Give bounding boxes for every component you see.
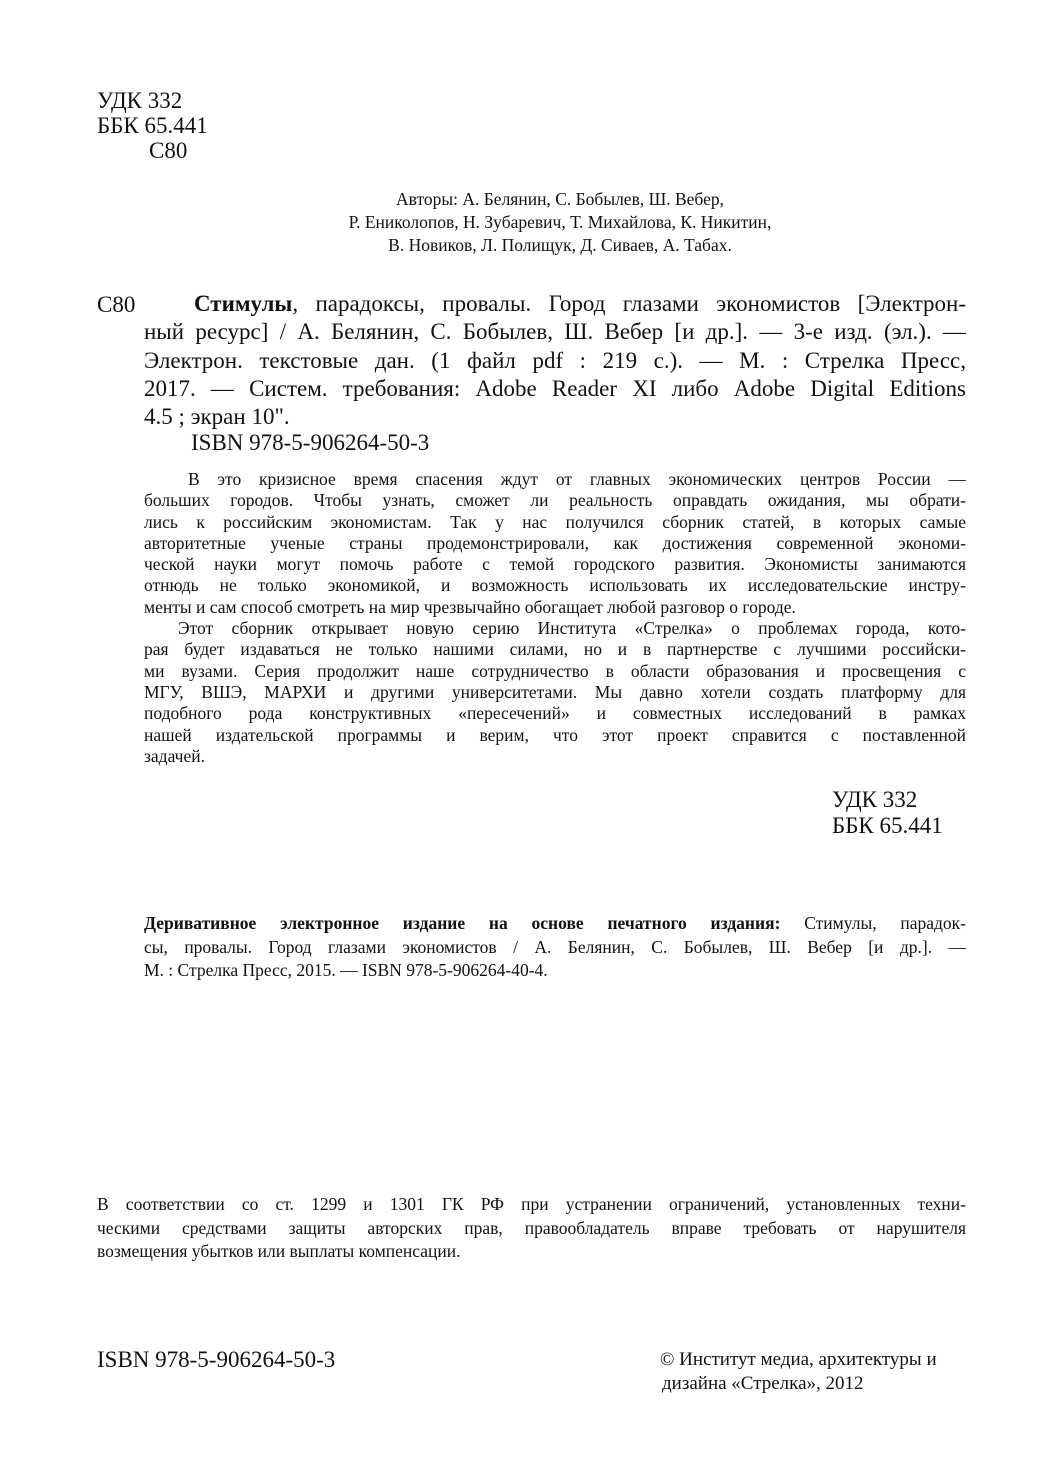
abstract-line: больших городов. Чтобы узнать, сможет ли реальность оправдать ожидания, мы обрати-: [144, 490, 966, 511]
catalog-record: [144, 290, 966, 431]
authors-line: Р. Ениколопов, Н. Зубаревич, Т. Михайлова, К. Никитин,: [348, 212, 772, 232]
abstract-line: МГУ, ВШЭ, МАРХИ и другими университетами. Мы давно хотели создать платформу для: [144, 681, 966, 702]
record-isbn: ISBN 978-5-906264-50-3: [191, 430, 430, 455]
abstract-line: нашей издательской программы и верим, что этот проект справится с поставленной: [144, 724, 966, 745]
author-mark: С80: [149, 138, 188, 163]
abstract-line: подобного рода конструктивных «пересечений» и совместных исследований в рамках: [144, 703, 966, 724]
copyright-line: © Институт медиа, архитектуры и: [660, 1349, 937, 1370]
bbk-code: ББК 65.441: [832, 813, 943, 838]
abstract-line: ми вузами. Серия продолжит наше сотрудничество в области образования и просвещения с: [144, 660, 966, 681]
authors-line: Авторы: А. Белянин, С. Бобылев, Ш. Вебер,: [395, 189, 724, 209]
derivative-line: М. : Стрелка Пресс, 2015. — ISBN 978-5-906264-40-4.: [144, 960, 548, 980]
derivative-lead: Деривативное электронное издание на основе печатного издания:: [144, 913, 781, 933]
abstract-line: рая будет издаваться не только нашими силами, но и в партнерстве с лучшими российски-: [144, 639, 966, 660]
record-line: 4.5 ; экран 10".: [144, 404, 290, 430]
udk-code: УДК 332: [832, 787, 918, 812]
record-line: ный ресурс] / А. Белянин, С. Бобылев, Ш. Вебер [и др.]. — 3-е изд. (эл.). —: [144, 319, 966, 345]
abstract: [144, 469, 966, 767]
derivative-edition-note: [144, 912, 966, 983]
abstract-line: авторитетные ученые страны продемонстрировали, как достижения современной экономи-: [144, 532, 966, 553]
abstract-line: менты и сам способ смотреть на мир чрезвычайно обогащает любой разговор о городе.: [144, 596, 796, 617]
copyright-line: дизайна «Стрелка», 2012: [662, 1373, 864, 1394]
legal-notice: [97, 1193, 966, 1264]
derivative-first-line-rest: Стимулы, парадок-: [780, 913, 966, 933]
copyright-notice: [660, 1348, 937, 1396]
derivative-line: сы, провалы. Город глазами экономистов / А. Белянин, С. Бобылев, Ш. Вебер [и др.]. —: [144, 936, 966, 957]
authors-line: В. Новиков, Л. Полищук, Д. Сиваев, А. Табах.: [388, 235, 732, 255]
record-first-line: [144, 290, 966, 318]
abstract-line: задачей.: [144, 745, 205, 766]
legal-line: ческими средствами защиты авторских прав, правообладатель вправе требовать от нарушителя: [97, 1217, 966, 1238]
authors-list: [290, 188, 830, 257]
record-title: Стимулы: [194, 291, 293, 316]
record-line: Электрон. текстовые дан. (1 файл pdf : 219 с.). — М. : Стрелка Пресс,: [144, 347, 966, 373]
legal-line: В соответствии со ст. 1299 и 1301 ГК РФ при устранении ограничений, установленных техни-: [97, 1194, 966, 1214]
record-first-line-rest: , парадоксы, провалы. Город глазами экономистов [Электрон-: [292, 291, 966, 316]
udk-code: УДК 332: [97, 88, 183, 113]
abstract-line: ческой науки могут помочь работе с темой городского развития. Экономисты занимаются: [144, 554, 966, 575]
abstract-line: лись к российским экономистам. Так у нас получился сборник статей, в которых самые: [144, 511, 966, 532]
abstract-line: отнюдь не только экономикой, и возможность использовать их исследовательские инстру-: [144, 575, 966, 596]
footer-isbn: ISBN 978-5-906264-50-3: [97, 1347, 336, 1372]
record-line: 2017. — Систем. требования: Adobe Reader XI либо Adobe Digital Editions: [144, 375, 966, 401]
bbk-code: ББК 65.441: [97, 113, 208, 138]
abstract-line: В это кризисное время спасения ждут от главных экономических центров России —: [188, 469, 966, 489]
classification-block-right: [832, 787, 943, 839]
derivative-first-line: [144, 912, 966, 936]
record-author-mark: С80: [97, 292, 136, 317]
classification-block-top: [97, 88, 208, 163]
legal-line: возмещения убытков или выплаты компенсации.: [97, 1241, 461, 1261]
abstract-line: Этот сборник открывает новую серию Института «Стрелка» о проблемах города, кото-: [178, 618, 966, 639]
